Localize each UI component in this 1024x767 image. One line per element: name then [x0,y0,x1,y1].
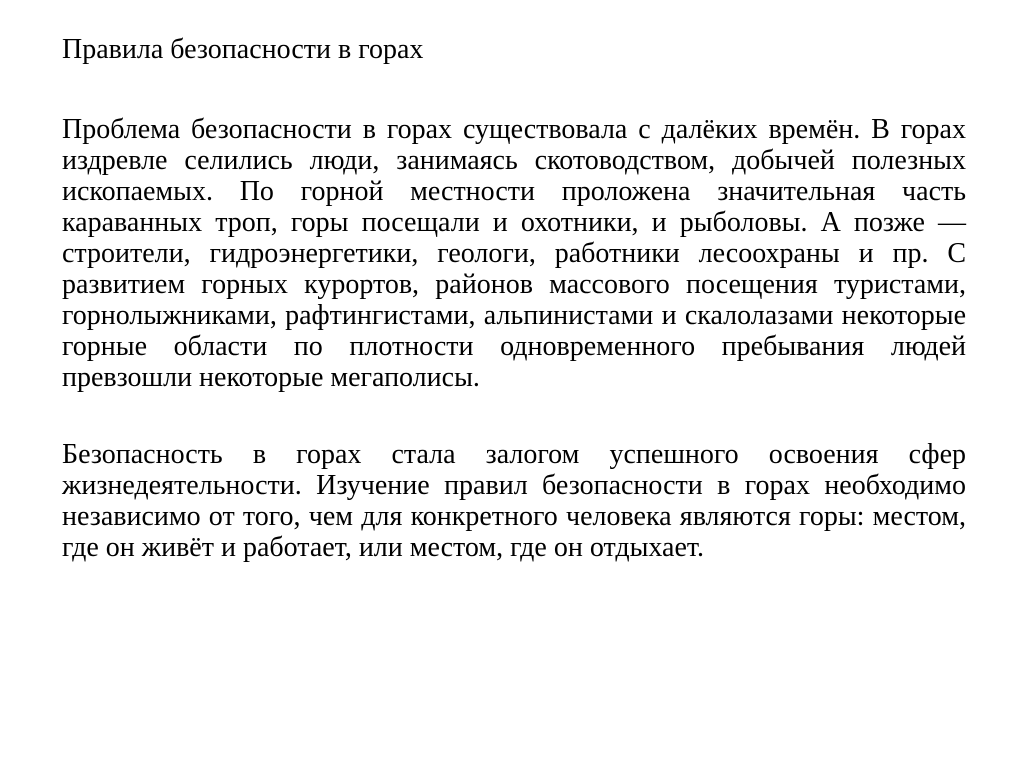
paragraph-history: Проблема безопасности в горах существовала с далёких времён. В горах издревле селились люди, занимаясь скотоводством, добычей полезных ископаемых. По горной местности проложена значительная часть караванных троп, горы посещали и охотники, и рыболовы. А позже — строители, гидроэнергетики, геологи, работники лесоохраны и пр. С развитием горных курортов, районов массового посещения туристами, горнолыжниками, рафтингистами, альпинистами и скалолазами некоторые горные области по плотности одновременного пребывания людей превзошли некоторые мегаполисы. [62,114,966,393]
paragraph-importance: Безопасность в горах стала залогом успешного освоения сфер жизнедеятельности. Изучение правил безопасности в горах необходимо независимо от того, чем для конкретного человека являются горы: местом, где он живёт и работает, или местом, где он отдыхает. [62,439,966,563]
document-page [62,34,966,563]
page-title: Правила безопасности в горах [62,34,424,65]
